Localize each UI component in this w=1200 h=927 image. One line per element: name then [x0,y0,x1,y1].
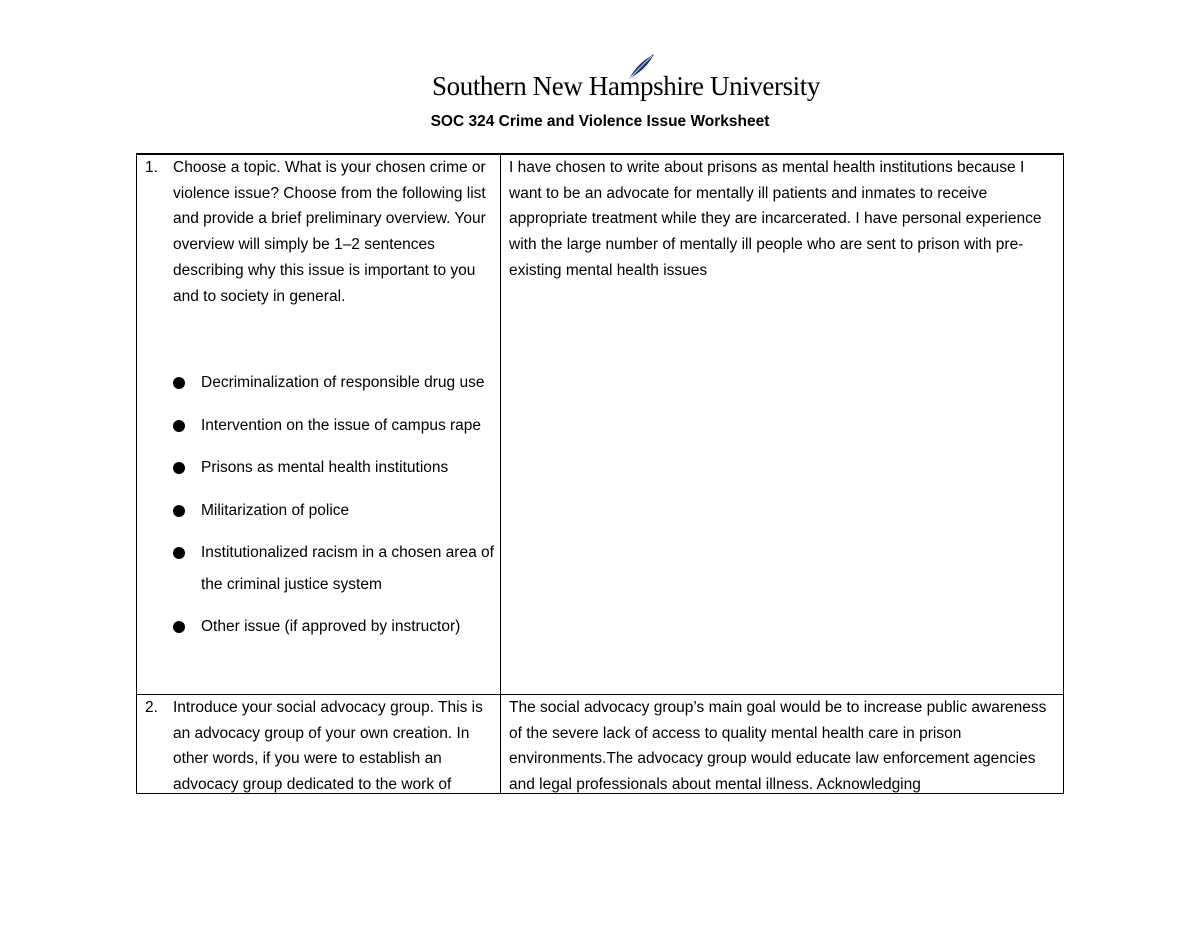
bullet-dot-icon [173,420,185,432]
bullet-dot-icon [173,505,185,517]
list-item [173,537,495,600]
list-item-text: Other issue (if approved by instructor) [201,618,461,635]
list-item [173,410,495,442]
answer-text: I have chosen to write about prisons as mental health institutions because I want to be an advocate for mentally ill patients and inmates to receive appropriate treatment while they are incarcerated. I have personal experience with the large number of mentally ill people who are sent to prison with pre-existing mental health issues [509,159,1042,279]
list-item [173,611,495,643]
bullet-dot-icon [173,621,185,633]
list-item-text: Prisons as mental health institutions [201,459,449,476]
worksheet-table [136,153,1064,794]
leaf-icon [626,52,656,82]
answer-cell [501,695,1063,793]
university-logo [432,66,820,106]
topic-list [173,367,495,654]
question-cell [137,155,501,694]
document-title: SOC 324 Crime and Violence Issue Worksheet [430,113,770,130]
list-item-text: Militarization of police [201,501,350,519]
list-item-text: Intervention on the issue of campus rape [201,416,482,434]
bullet-dot-icon [173,462,185,474]
answer-text: The social advocacy group’s main goal would be to increase public awareness of the severe lack of access to quality mental health care in prison environments.The advocacy group would educate law enforcement agencies and legal professionals about mental illness. Acknowledging [509,699,1047,794]
list-item [173,452,495,484]
list-item-text: Decriminalization of responsible drug use [201,374,485,391]
table-row [137,155,1063,695]
table-row [137,695,1063,793]
list-item-text: Institutionalized racism in a chosen area of the criminal justice system [201,544,494,593]
question-number: 2. [145,699,158,716]
question-cell [137,695,501,793]
bullet-dot-icon [173,377,185,389]
question-text: Introduce your social advocacy group. This is an advocacy group of your own creation. In other words, if you were to establish an advocacy group dedicated to the work of [173,699,483,794]
question-number: 1. [145,159,158,176]
question-text: Choose a topic. What is your chosen crime or violence issue? Choose from the following list and provide a brief preliminary overview. Your overview will simply be 1–2 sentences describing why this issue is important to you and to society in general. [173,159,486,305]
list-item [173,367,495,399]
list-item [173,495,495,527]
bullet-dot-icon [173,547,185,559]
logo-text: Southern New Hampshire University [432,71,820,101]
answer-cell [501,155,1063,694]
